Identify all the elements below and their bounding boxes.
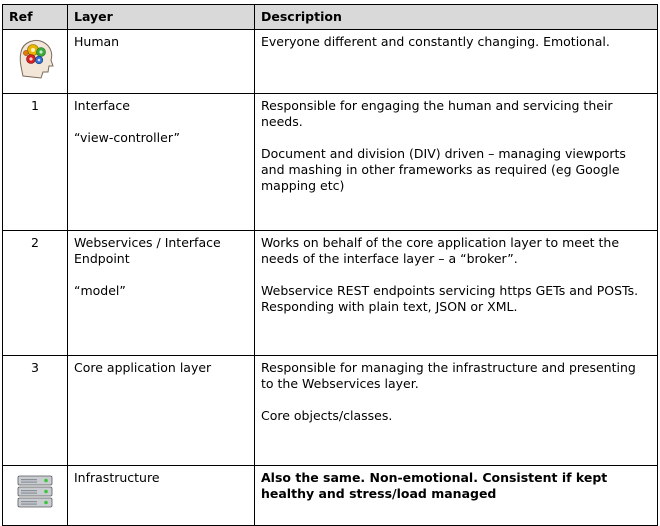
header-layer: Layer xyxy=(68,5,255,30)
header-row xyxy=(3,5,658,30)
table-row-human xyxy=(3,30,658,94)
description-cell: Responsible for engaging the human and servicing their needs. Document and division (DIV) driven – managing viewports and mashing in other frameworks as required (eg Google mapping etc) xyxy=(255,94,658,231)
layer-note: “view-controller” xyxy=(74,130,180,145)
header-ref: Ref xyxy=(3,5,68,30)
table-row-webservices xyxy=(3,231,658,356)
header-description: Description xyxy=(255,5,658,30)
ref-cell xyxy=(3,466,68,526)
layer-cell: Human xyxy=(68,30,255,94)
layer-cell xyxy=(68,231,255,356)
description-cell: Works on behalf of the core application layer to meet the needs of the interface layer – a “broker”. Webservice REST endpoints servicing https GETs and POSTs. Responding with plain text, JSON or XML. xyxy=(255,231,658,356)
table-row-core xyxy=(3,356,658,466)
layer-cell xyxy=(68,94,255,231)
description-cell: Responsible for managing the infrastructure and presenting to the Webservices layer. Core objects/classes. xyxy=(255,356,658,466)
layer-note: “model” xyxy=(74,283,126,298)
layers-table xyxy=(2,4,658,526)
description-cell: Everyone different and constantly changing. Emotional. xyxy=(255,30,658,94)
ref-cell: 3 xyxy=(3,356,68,466)
table-row-interface xyxy=(3,94,658,231)
table-row-infrastructure xyxy=(3,466,658,526)
layer-name: Interface xyxy=(74,98,130,113)
ref-cell: 2 xyxy=(3,231,68,356)
layer-cell xyxy=(68,356,255,466)
layer-cell: Infrastructure xyxy=(68,466,255,526)
description-cell: Also the same. Non-emotional. Consistent if kept healthy and stress/load managed xyxy=(255,466,658,526)
layer-name: Core application layer xyxy=(74,360,212,375)
ref-cell: 1 xyxy=(3,94,68,231)
ref-cell xyxy=(3,30,68,94)
layer-name: Webservices / Interface Endpoint xyxy=(74,235,221,266)
human-head-gears-icon xyxy=(13,36,57,80)
server-stack-icon xyxy=(15,472,55,512)
